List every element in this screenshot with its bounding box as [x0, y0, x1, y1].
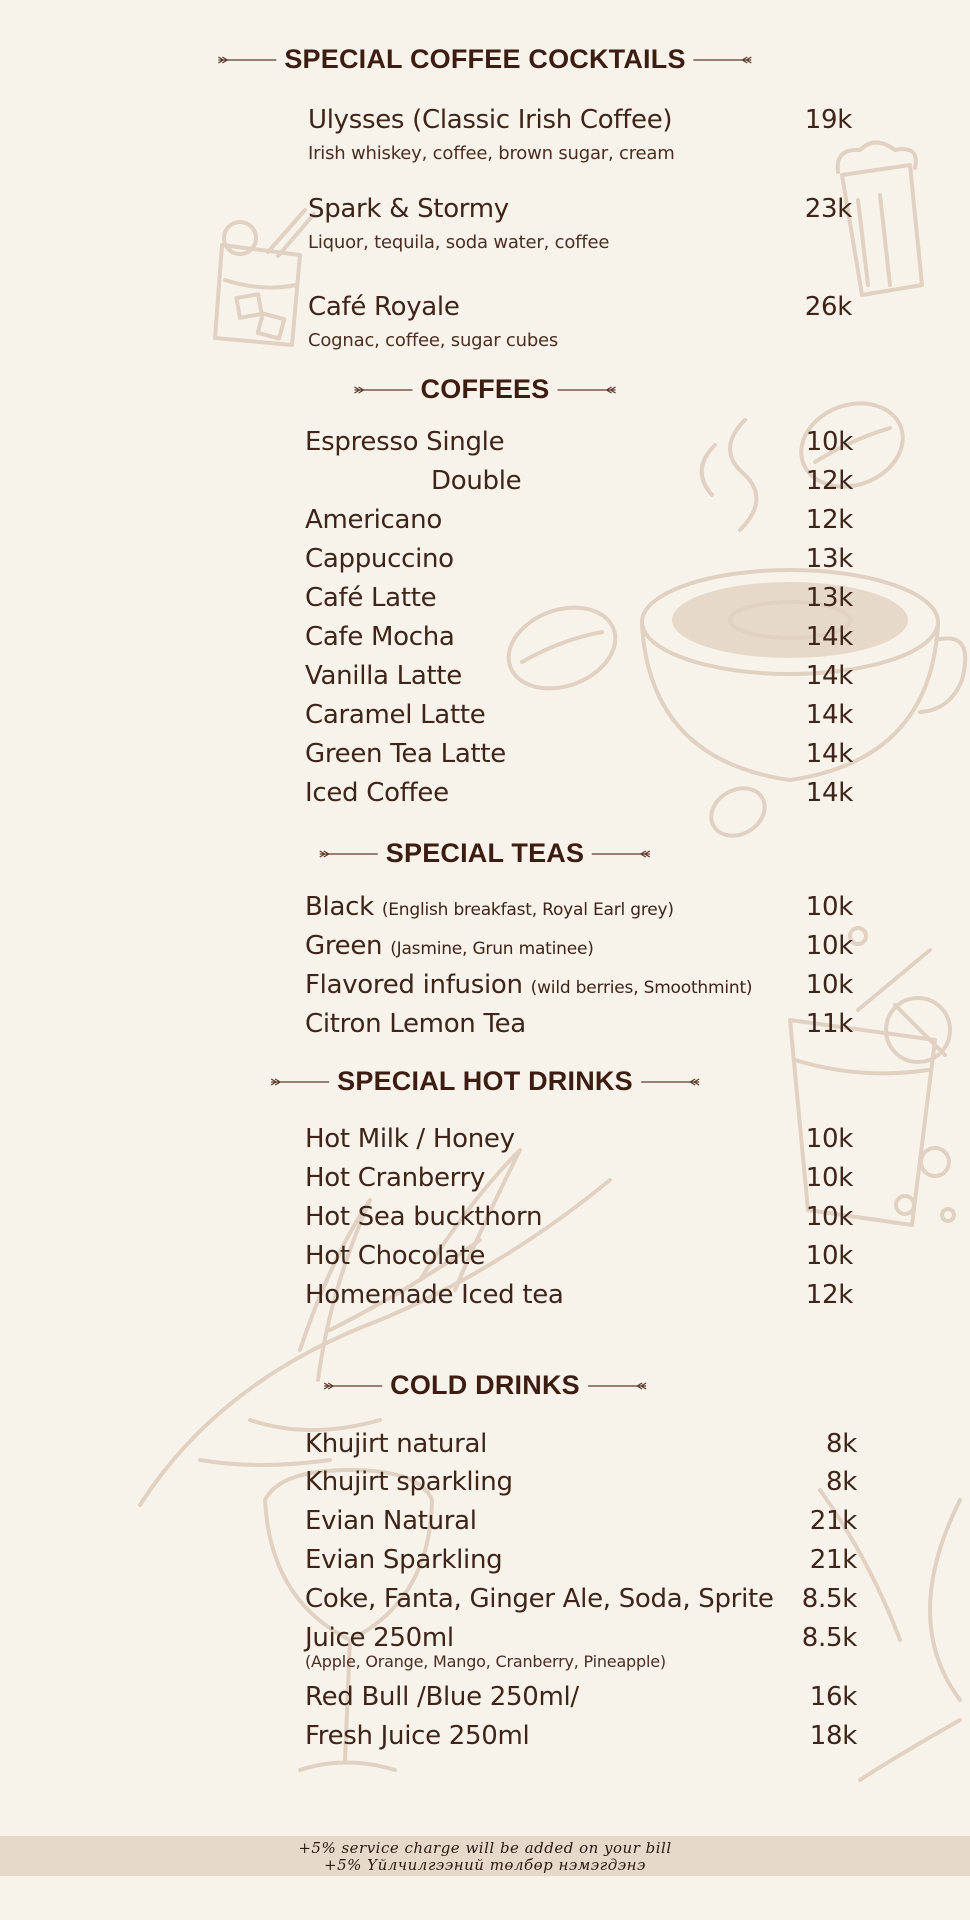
section-header-special-teas	[318, 838, 652, 869]
item-price: 8.5k	[801, 1623, 857, 1653]
ornament-right-icon	[586, 1380, 648, 1392]
item-price: 14k	[805, 622, 853, 652]
item-name-text: Flavored infusion	[305, 970, 523, 1000]
menu-item	[305, 464, 853, 500]
menu-item	[305, 737, 853, 773]
item-price: 23k	[804, 194, 852, 224]
item-name: Hot Sea buckthorn	[305, 1202, 543, 1232]
item-name: Fresh Juice 250ml	[305, 1721, 530, 1751]
menu-item	[305, 542, 853, 578]
item-price: 10k	[805, 1241, 853, 1271]
menu-item	[305, 968, 853, 1004]
item-price: 10k	[805, 1163, 853, 1193]
ornament-right-icon	[590, 848, 652, 860]
ornament-right-icon	[555, 384, 617, 396]
menu-item	[305, 1719, 857, 1755]
menu-item	[305, 1504, 857, 1540]
item-name: Hot Chocolate	[305, 1241, 486, 1271]
section-header-coffee-cocktails	[216, 44, 753, 75]
menu-item	[305, 1680, 857, 1716]
item-description: (Apple, Orange, Mango, Cranberry, Pineapple)	[305, 1652, 666, 1671]
item-name: Evian Sparkling	[305, 1545, 503, 1575]
item-description: Liquor, tequila, soda water, coffee	[308, 232, 610, 253]
item-price: 21k	[809, 1506, 857, 1536]
menu-item	[305, 1465, 857, 1501]
item-name: Coke, Fanta, Ginger Ale, Soda, Sprite	[305, 1584, 774, 1614]
item-name: Vanilla Latte	[305, 661, 462, 691]
item-price: 10k	[805, 931, 853, 961]
item-price: 8k	[826, 1429, 857, 1459]
item-price: 14k	[805, 778, 853, 808]
item-price: 10k	[805, 427, 853, 457]
menu-item	[305, 425, 853, 461]
menu-item	[305, 1200, 853, 1236]
menu-item	[305, 1161, 853, 1197]
item-price: 21k	[809, 1545, 857, 1575]
ornament-left-icon	[216, 54, 278, 66]
item-price: 8.5k	[801, 1584, 857, 1614]
item-name: Green Tea Latte	[305, 739, 506, 769]
item-price: 19k	[804, 105, 852, 135]
item-price: 12k	[805, 505, 853, 535]
item-name: Khujirt natural	[305, 1429, 488, 1459]
item-name: Caramel Latte	[305, 700, 486, 730]
menu-item	[305, 1582, 857, 1618]
menu-item	[305, 929, 853, 965]
item-name: Cafe Mocha	[305, 622, 455, 652]
section-title: SPECIAL HOT DRINKS	[337, 1066, 633, 1096]
menu-item	[305, 1007, 853, 1043]
section-header-cold-drinks	[322, 1370, 648, 1401]
item-name: Iced Coffee	[305, 778, 449, 808]
menu-item	[305, 503, 853, 539]
item-name-text: Green	[305, 931, 383, 961]
item-price: 12k	[805, 1280, 853, 1310]
item-name: Double	[431, 466, 522, 496]
item-price: 10k	[805, 1202, 853, 1232]
item-name: Ulysses (Classic Irish Coffee)	[308, 105, 673, 135]
ornament-right-icon	[692, 54, 754, 66]
section-title: SPECIAL COFFEE COCKTAILS	[284, 44, 686, 74]
ornament-right-icon	[639, 1076, 701, 1088]
item-price: 14k	[805, 700, 853, 730]
item-description: Irish whiskey, coffee, brown sugar, cream	[308, 143, 675, 164]
item-price: 8k	[826, 1467, 857, 1497]
menu-item	[305, 1543, 857, 1579]
item-note: (Jasmine, Grun matinee)	[390, 939, 594, 959]
service-charge-note: +5% service charge will be added on your bill	[298, 1839, 672, 1857]
item-name	[305, 890, 674, 927]
item-name-text: Black	[305, 892, 374, 922]
menu-item	[308, 192, 852, 228]
item-name: Citron Lemon Tea	[305, 1009, 526, 1039]
item-name: Red Bull /Blue 250ml/	[305, 1682, 579, 1712]
menu-item	[305, 890, 853, 926]
item-price: 14k	[805, 739, 853, 769]
item-price: 14k	[805, 661, 853, 691]
section-title: COFFEES	[420, 374, 550, 404]
item-name: Evian Natural	[305, 1506, 477, 1536]
item-name: Juice 250ml	[305, 1623, 454, 1653]
section-title: SPECIAL TEAS	[385, 838, 585, 868]
item-price: 10k	[805, 1124, 853, 1154]
menu-item	[305, 659, 853, 695]
item-price: 10k	[805, 970, 853, 1000]
service-charge-note-mn: +5% Үйлчилгээний төлбөр нэмэгдэнэ	[324, 1856, 646, 1874]
item-note: (English breakfast, Royal Earl grey)	[381, 900, 674, 920]
item-name: Café Latte	[305, 583, 437, 613]
item-price: 26k	[804, 292, 852, 322]
ornament-left-icon	[353, 384, 415, 396]
menu-item	[308, 103, 852, 139]
menu-item	[305, 776, 853, 812]
item-note: (wild berries, Smoothmint)	[530, 978, 753, 998]
menu-item	[305, 581, 853, 617]
item-name: Khujirt sparkling	[305, 1467, 513, 1497]
item-price: 18k	[809, 1721, 857, 1751]
item-name: Hot Milk / Honey	[305, 1124, 515, 1154]
item-name	[305, 929, 594, 966]
item-name: Homemade Iced tea	[305, 1280, 564, 1310]
item-name	[305, 968, 752, 1005]
menu-item	[308, 290, 852, 326]
section-title: COLD DRINKS	[390, 1370, 580, 1400]
item-name: Americano	[305, 505, 442, 535]
menu-item	[305, 1427, 857, 1463]
item-price: 13k	[805, 583, 853, 613]
item-name: Cappuccino	[305, 544, 454, 574]
item-name: Café Royale	[308, 292, 460, 322]
ornament-left-icon	[269, 1076, 331, 1088]
item-price: 11k	[805, 1009, 853, 1039]
item-name: Spark & Stormy	[308, 194, 509, 224]
ornament-left-icon	[322, 1380, 384, 1392]
menu-item	[305, 1239, 853, 1275]
item-description: Cognac, coffee, sugar cubes	[308, 330, 559, 351]
item-name: Espresso Single	[305, 427, 505, 457]
item-price: 16k	[809, 1682, 857, 1712]
menu-item	[305, 1122, 853, 1158]
item-price: 10k	[805, 892, 853, 922]
ornament-left-icon	[318, 848, 380, 860]
menu-item	[305, 620, 853, 656]
menu-item	[305, 1278, 853, 1314]
menu-item	[305, 698, 853, 734]
item-price: 12k	[805, 466, 853, 496]
section-header-special-hot-drinks	[269, 1066, 701, 1097]
item-name: Hot Cranberry	[305, 1163, 486, 1193]
section-header-coffees	[353, 374, 618, 405]
item-price: 13k	[805, 544, 853, 574]
